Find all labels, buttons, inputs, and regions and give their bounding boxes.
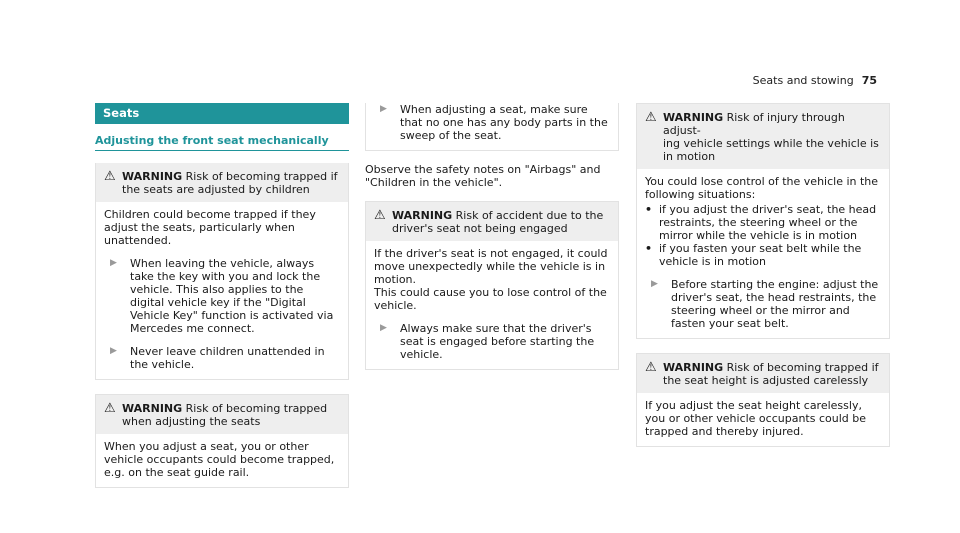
warning-title: Risk of injury through adjust- (663, 111, 845, 137)
warning-label: WARNING (122, 170, 183, 183)
arrow-icon: ▶ (380, 323, 387, 333)
list-item: • if you adjust the driver's seat, the head restraints, the steering wheel or the mirror while the vehicle is in motion (645, 203, 877, 242)
warning-box-seat-not-engaged (365, 201, 619, 370)
warning-body: If you adjust the seat height carelessly, you or other vehicle occupants could be trapped and thereby injured. (645, 399, 866, 438)
warning-triangle-icon: ⚠ (104, 169, 116, 184)
arrow-icon: ▶ (110, 258, 117, 268)
warning-title-cont: driver's seat not being engaged (392, 222, 568, 235)
warning-body: This could cause you to lose control of the vehicle. (374, 286, 607, 312)
arrow-icon: ▶ (110, 346, 117, 356)
instruction-step (374, 103, 610, 142)
subheading: Adjusting the front seat mechanically (95, 134, 349, 151)
warning-triangle-icon: ⚠ (374, 208, 386, 223)
observe-note: Observe the safety notes on "Airbags" and "Children in the vehicle". (365, 163, 601, 189)
warning-title: Risk of becoming trapped if (185, 170, 338, 183)
section-title: Seats and stowing (752, 74, 854, 87)
instruction-step (645, 278, 881, 330)
step-text: When adjusting a seat, make sure that no one has any body parts in the sweep of the seat. (400, 103, 608, 142)
warning-triangle-icon: ⚠ (104, 401, 116, 416)
warning-title: Risk of becoming trapped (185, 402, 328, 415)
instruction-step (374, 322, 610, 361)
warning-title-cont: the seats are adjusted by children (122, 183, 310, 196)
bullet-icon: • (645, 203, 653, 216)
warning-body: When you adjust a seat, you or other vehicle occupants could become trapped, e.g. on the seat guide rail. (104, 440, 335, 479)
arrow-icon: ▶ (651, 279, 658, 289)
step-text: When leaving the vehicle, always take the key with you and lock the vehicle. This also applies to the digital vehicle key if the "Digital Vehicle Key" function is activated via Mercedes me connect. (130, 257, 334, 335)
page-header (753, 74, 877, 87)
warning-label: WARNING (122, 402, 183, 415)
page-number: 75 (861, 74, 877, 87)
warning-box-adjust-while-moving (636, 103, 890, 339)
warning-header (96, 395, 348, 434)
bullet-list (645, 203, 881, 268)
warning-header (637, 104, 889, 169)
column-1 (95, 103, 349, 488)
instruction-step (104, 257, 340, 335)
warning-header (637, 354, 889, 393)
column-2 (365, 103, 619, 370)
arrow-icon: ▶ (380, 104, 387, 114)
warning-body: If the driver's seat is not engaged, it could move unexpectedly while the vehicle is in motion. (374, 247, 608, 286)
warning-box-trapped-children (95, 163, 349, 380)
warning-title-cont: ing vehicle settings while the vehicle is in motion (663, 137, 879, 163)
warning-box-seat-height (636, 353, 890, 447)
warning-triangle-icon: ⚠ (645, 360, 657, 375)
column-3 (636, 103, 890, 447)
warning-header (96, 163, 348, 202)
warning-box-continued (365, 103, 619, 151)
warning-title: Risk of accident due to the (455, 209, 604, 222)
warning-body: Children could become trapped if they adjust the seats, particularly when unattended. (104, 208, 316, 247)
warning-title: Risk of becoming trapped if (726, 361, 879, 374)
warning-body: You could lose control of the vehicle in the following situations: (645, 175, 879, 201)
step-text: Before starting the engine: adjust the driver's seat, the head restraints, the steering wheel or the mirror and fasten your seat belt. (671, 278, 879, 330)
warning-label: WARNING (392, 209, 453, 222)
warning-title-cont: the seat height is adjusted carelessly (663, 374, 869, 387)
warning-label: WARNING (663, 111, 724, 124)
warning-header (366, 202, 618, 241)
warning-label: WARNING (663, 361, 724, 374)
warning-title-cont: when adjusting the seats (122, 415, 261, 428)
list-item: • if you fasten your seat belt while the vehicle is in motion (645, 242, 862, 268)
section-bar: Seats (95, 103, 349, 124)
instruction-step (104, 345, 340, 371)
step-text: Never leave children unattended in the vehicle. (130, 345, 325, 371)
bullet-icon: • (645, 242, 653, 255)
warning-triangle-icon: ⚠ (645, 110, 657, 125)
step-text: Always make sure that the driver's seat is engaged before starting the vehicle. (400, 322, 595, 361)
warning-box-trapped-adjusting (95, 394, 349, 488)
